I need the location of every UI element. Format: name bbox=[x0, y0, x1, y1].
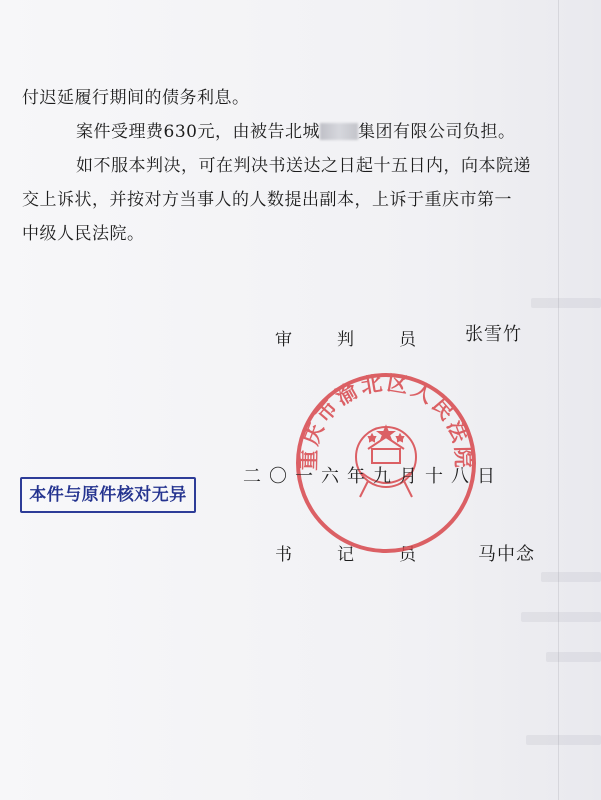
bleed-through-mark bbox=[546, 652, 601, 662]
paragraph-line bbox=[76, 120, 515, 145]
label-char: 记 bbox=[337, 545, 354, 565]
paragraph-line: 付迟延履行期间的债务利息。 bbox=[22, 88, 250, 108]
fee-text-tail: 集团有限公司负担。 bbox=[357, 122, 516, 142]
fee-text: 案件受理费630元，由被告北城 bbox=[76, 122, 320, 142]
label-char: 审 bbox=[275, 330, 292, 350]
paragraph-line: 如不服本判决，可在判决书送达之日起十五日内，向本院递 bbox=[76, 156, 531, 176]
label-char: 判 bbox=[337, 330, 354, 350]
paragraph-line: 交上诉状，并按对方当事人的人数提出副本，上诉于重庆市第一 bbox=[22, 190, 512, 210]
label-char: 员 bbox=[399, 545, 416, 565]
redaction-blur bbox=[320, 123, 358, 140]
certified-copy-stamp: 本件与原件核对无异 bbox=[20, 477, 196, 513]
bleed-through-mark bbox=[521, 612, 601, 622]
page-fold bbox=[558, 0, 559, 800]
clerk-name: 马中念 bbox=[478, 544, 535, 565]
judge-name: 张雪竹 bbox=[465, 324, 522, 345]
judgment-date: 二〇一六年九月十八日 bbox=[243, 466, 503, 487]
bleed-through-mark bbox=[541, 572, 601, 582]
paragraph-line: 中级人民法院。 bbox=[22, 224, 145, 244]
seal-arc-text: 重庆市渝北区人民法院 bbox=[295, 369, 477, 471]
bleed-through-mark bbox=[526, 735, 601, 745]
judge-label bbox=[275, 325, 416, 350]
bleed-through-mark bbox=[531, 298, 601, 308]
label-char: 员 bbox=[399, 330, 416, 350]
label-char: 书 bbox=[275, 545, 292, 565]
